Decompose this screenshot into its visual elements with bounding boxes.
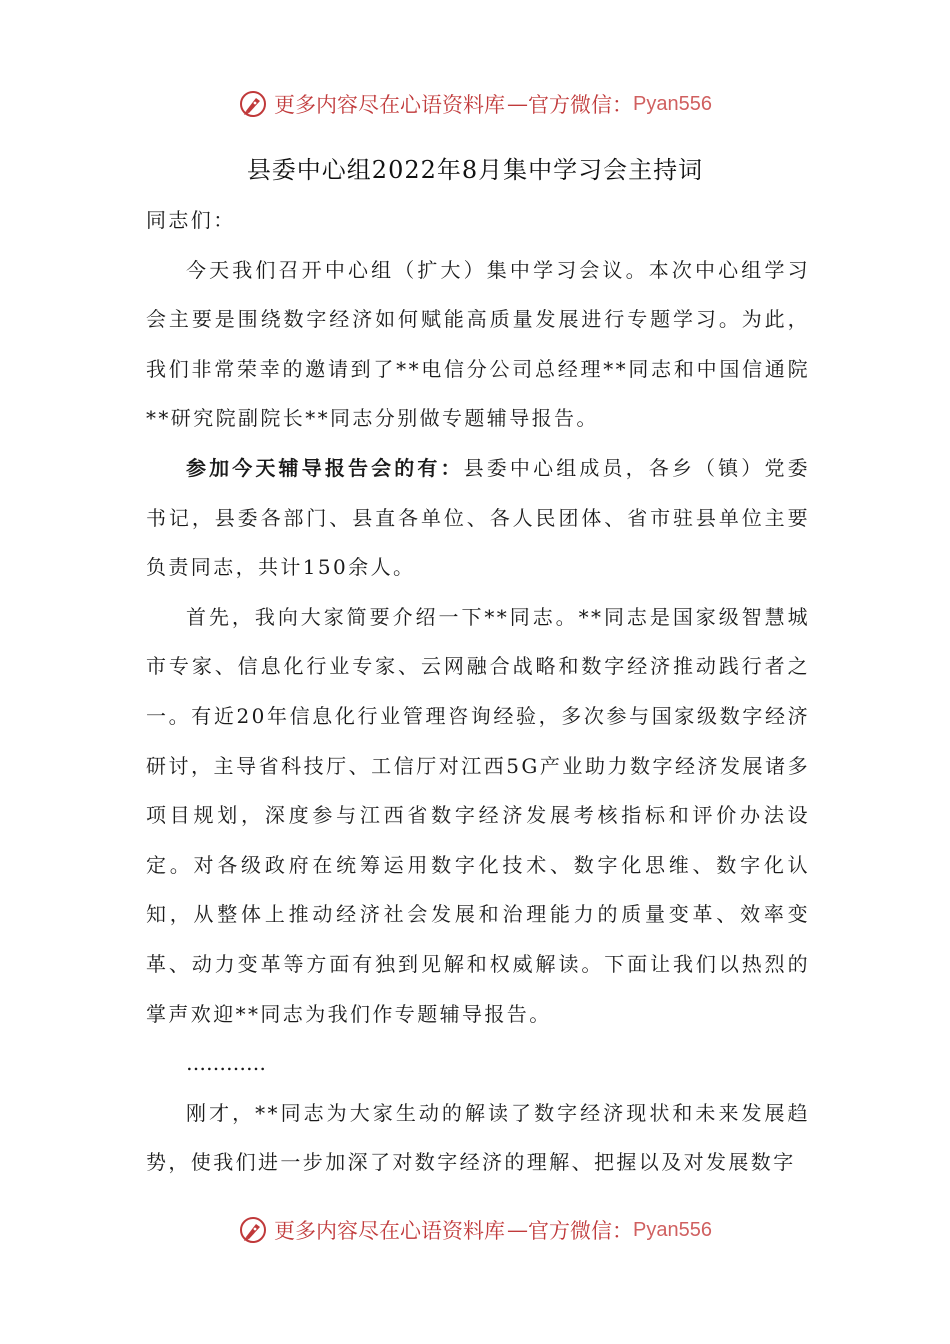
- banner-site-text: 更多内容尽在心语资料库: [274, 93, 506, 117]
- greeting: 同志们：: [146, 208, 236, 232]
- banner-dash: —: [507, 92, 527, 116]
- paragraph-2-lead: 参加今天辅导报告会的有：: [186, 455, 464, 480]
- paragraph-4: 刚才，**同志为大家生动的解读了数字经济现状和未来发展趋势，使我们进一步加深了对数字经济的理解、把握以及对发展数字: [146, 1100, 810, 1175]
- footer-watermark-banner: [0, 1210, 950, 1250]
- banner-wechat-id: Pyan556: [633, 1218, 712, 1241]
- pen-nib-logo-icon: [238, 89, 268, 119]
- document-title: 县委中心组2022年8月集中学习会主持词: [246, 156, 704, 184]
- paragraph-1: 今天我们召开中心组（扩大）集中学习会议。本次中心组学习会主要是围绕数字经济如何赋能高质量发展进行专题学习。为此，我们非常荣幸的邀请到了**电信分公司总经理**同志和中国信通院**研究院副院长**同志分别做专题辅导报告。: [146, 257, 810, 431]
- banner-wechat-label: 官方微信：: [528, 93, 634, 117]
- paragraph-3: 首先，我向大家简要介绍一下**同志。**同志是国家级智慧城市专家、信息化行业专家、云网融合战略和数字经济推动践行者之一。有近20年信息化行业管理咨询经验，多次参与国家级数字经济研讨，主导省科技厅、工信厅对江西5G产业助力数字经济发展诸多项目规划，深度参与江西省数字经济发展考核指标和评价办法设定。对各级政府在统筹运用数字化技术、数字化思维、数字化认知，从整体上推动经济社会发展和治理能力的质量变革、效率变革、动力变革等方面有独到见解和权威解读。下面让我们以热烈的掌声欢迎**同志为我们作专题辅导报告。: [146, 604, 810, 1026]
- ellipsis-line: …………: [186, 1051, 266, 1076]
- document-body: [146, 196, 810, 1188]
- pen-nib-logo-icon: [238, 1215, 268, 1245]
- banner-wechat-label: 官方微信：: [528, 1219, 634, 1243]
- banner-dash: —: [507, 1218, 527, 1242]
- paragraph-2: [146, 444, 810, 593]
- banner-site-text: 更多内容尽在心语资料库: [274, 1219, 506, 1243]
- paragraph-2-rest: 县委中心组成员，各乡（镇）党委书记，县委各部门、县直各单位、各人民团体、省市驻县单位主要负责同志，共计150余人。: [146, 455, 810, 580]
- header-watermark-banner: [0, 84, 950, 124]
- banner-wechat-id: Pyan556: [633, 92, 712, 115]
